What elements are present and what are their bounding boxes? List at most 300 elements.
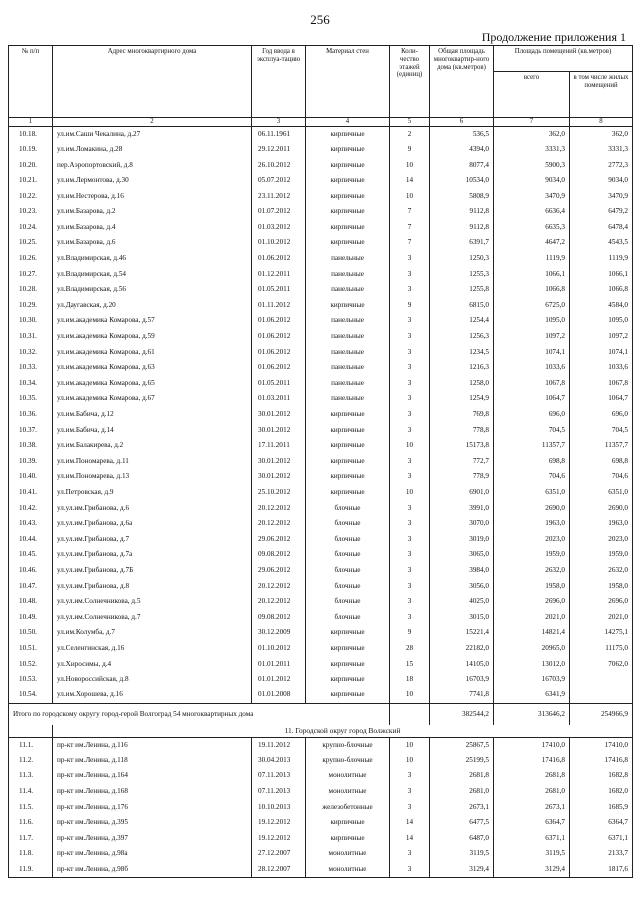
total-area-cell: 3070,0 <box>430 516 494 532</box>
wall-material-cell: панельные <box>306 314 390 330</box>
premises-all-cell: 6725,0 <box>494 298 570 314</box>
premises-all-cell: 2681,8 <box>494 769 570 785</box>
wall-material-cell: железобетонные <box>306 800 390 816</box>
year-built-cell: 17.11.2011 <box>252 438 306 454</box>
premises-living-cell: 1066,8 <box>570 282 633 298</box>
total-row <box>9 703 633 725</box>
table-row <box>9 516 633 532</box>
address-cell: ул.Петровская, д.9 <box>53 485 252 501</box>
table-row <box>9 737 633 753</box>
premises-living-cell: 6371,1 <box>570 831 633 847</box>
wall-material-cell: кирпичные <box>306 127 390 143</box>
floors-cell: 3 <box>390 800 430 816</box>
premises-living-cell: 4584,0 <box>570 298 633 314</box>
row-number-cell: 10.27. <box>9 267 53 283</box>
year-built-cell: 28.12.2007 <box>252 862 306 878</box>
premises-all-cell: 1066,8 <box>494 282 570 298</box>
total-premises-all-value: 313646,2 <box>494 703 570 725</box>
premises-living-cell: 3331,3 <box>570 142 633 158</box>
row-number-cell: 11.2. <box>9 753 53 769</box>
row-number-cell: 10.33. <box>9 360 53 376</box>
total-area-cell: 2673,1 <box>430 800 494 816</box>
floors-cell: 28 <box>390 641 430 657</box>
wall-material-cell: панельные <box>306 267 390 283</box>
floors-cell: 10 <box>390 189 430 205</box>
floors-cell: 3 <box>390 532 430 548</box>
premises-all-cell: 1064,7 <box>494 392 570 408</box>
row-number-cell: 11.8. <box>9 847 53 863</box>
total-area-cell: 536,5 <box>430 127 494 143</box>
year-built-cell: 01.05.2011 <box>252 282 306 298</box>
total-area-cell: 16703,9 <box>430 672 494 688</box>
premises-all-cell: 6351,0 <box>494 485 570 501</box>
header-no: № п/п <box>9 46 53 118</box>
header-material: Материал стен <box>306 46 390 118</box>
continuation-label: Продолжение приложения 1 <box>481 30 626 44</box>
total-area-cell: 1216,3 <box>430 360 494 376</box>
wall-material-cell: кирпичные <box>306 815 390 831</box>
premises-living-cell: 2023,0 <box>570 532 633 548</box>
address-cell: ул.ул.им.Грибанова, д.7 <box>53 532 252 548</box>
premises-all-cell: 2632,0 <box>494 563 570 579</box>
header-floors: Коли-чество этажей (единиц) <box>390 46 430 118</box>
floors-cell: 10 <box>390 438 430 454</box>
wall-material-cell: панельные <box>306 251 390 267</box>
table-row <box>9 485 633 501</box>
year-built-cell: 05.07.2012 <box>252 173 306 189</box>
year-built-cell: 01.06.2012 <box>252 345 306 361</box>
floors-cell: 3 <box>390 314 430 330</box>
premises-living-cell <box>570 688 633 704</box>
premises-all-cell: 2690,0 <box>494 501 570 517</box>
address-cell: ул.им.Базарова, д.4 <box>53 220 252 236</box>
table-row <box>9 594 633 610</box>
year-built-cell: 01.01.2011 <box>252 657 306 673</box>
total-area-cell: 1255,3 <box>430 267 494 283</box>
floors-cell: 3 <box>390 579 430 595</box>
table-body-section-10 <box>9 127 633 704</box>
wall-material-cell: панельные <box>306 345 390 361</box>
row-number-cell: 10.34. <box>9 376 53 392</box>
row-number-cell: 10.24. <box>9 220 53 236</box>
table-row <box>9 800 633 816</box>
table-row <box>9 267 633 283</box>
row-number-cell: 11.9. <box>9 862 53 878</box>
total-label: Итого по городскому округу город-герой Волгоград 54 многоквартирных дома <box>9 703 390 725</box>
year-built-cell: 07.11.2013 <box>252 784 306 800</box>
premises-all-cell: 704,5 <box>494 423 570 439</box>
premises-living-cell: 696,0 <box>570 407 633 423</box>
total-area-cell: 4025,0 <box>430 594 494 610</box>
total-area-cell: 3065,0 <box>430 548 494 564</box>
year-built-cell: 07.11.2013 <box>252 769 306 785</box>
premises-all-cell: 1959,0 <box>494 548 570 564</box>
address-cell: пр-кт им.Ленина, д.168 <box>53 784 252 800</box>
premises-living-cell: 4543,5 <box>570 236 633 252</box>
table-row <box>9 753 633 769</box>
premises-living-cell <box>570 672 633 688</box>
row-number-cell: 10.48. <box>9 594 53 610</box>
wall-material-cell: монолитные <box>306 847 390 863</box>
premises-living-cell: 6478,4 <box>570 220 633 236</box>
premises-living-cell: 11357,7 <box>570 438 633 454</box>
floors-cell: 7 <box>390 204 430 220</box>
wall-material-cell: кирпичные <box>306 158 390 174</box>
total-area-cell: 4394,0 <box>430 142 494 158</box>
address-cell: ул.Селенгинская, д.16 <box>53 641 252 657</box>
premises-all-cell: 362,0 <box>494 127 570 143</box>
premises-all-cell: 16703,9 <box>494 672 570 688</box>
year-built-cell: 01.10.2012 <box>252 641 306 657</box>
wall-material-cell: блочные <box>306 579 390 595</box>
premises-all-cell: 11357,7 <box>494 438 570 454</box>
premises-living-cell: 1959,0 <box>570 548 633 564</box>
row-number-cell: 10.41. <box>9 485 53 501</box>
row-number-cell: 11.4. <box>9 784 53 800</box>
table-row <box>9 470 633 486</box>
address-cell: ул.им.Балакирева, д.2 <box>53 438 252 454</box>
premises-all-cell: 2021,0 <box>494 610 570 626</box>
year-built-cell: 19.12.2012 <box>252 831 306 847</box>
table-row <box>9 127 633 143</box>
total-area-cell: 778,9 <box>430 470 494 486</box>
total-area-cell: 15173,8 <box>430 438 494 454</box>
wall-material-cell: кирпичные <box>306 626 390 642</box>
address-cell: ул.им.Нестерова, д.16 <box>53 189 252 205</box>
table-header <box>9 46 633 127</box>
floors-cell: 10 <box>390 158 430 174</box>
wall-material-cell: панельные <box>306 376 390 392</box>
wall-material-cell: блочные <box>306 594 390 610</box>
address-cell: ул.ул.им.Солнечникова, д.7 <box>53 610 252 626</box>
wall-material-cell: блочные <box>306 516 390 532</box>
wall-material-cell: монолитные <box>306 769 390 785</box>
floors-cell: 3 <box>390 501 430 517</box>
total-area-cell: 1254,9 <box>430 392 494 408</box>
table-row <box>9 610 633 626</box>
floors-cell: 3 <box>390 423 430 439</box>
year-built-cell: 01.06.2012 <box>252 251 306 267</box>
row-number-cell: 10.38. <box>9 438 53 454</box>
premises-all-cell: 2673,1 <box>494 800 570 816</box>
wall-material-cell: панельные <box>306 282 390 298</box>
year-built-cell: 23.11.2012 <box>252 189 306 205</box>
floors-cell: 3 <box>390 407 430 423</box>
total-area-cell: 8077,4 <box>430 158 494 174</box>
floors-cell: 3 <box>390 847 430 863</box>
premises-all-cell: 1958,0 <box>494 579 570 595</box>
floors-cell: 14 <box>390 831 430 847</box>
table-row <box>9 282 633 298</box>
total-area-cell: 6901,0 <box>430 485 494 501</box>
floors-cell: 3 <box>390 594 430 610</box>
table-row <box>9 376 633 392</box>
premises-living-cell: 3470,9 <box>570 189 633 205</box>
wall-material-cell: блочные <box>306 610 390 626</box>
table-row <box>9 204 633 220</box>
table-row <box>9 454 633 470</box>
premises-living-cell: 1067,8 <box>570 376 633 392</box>
year-built-cell: 09.08.2012 <box>252 548 306 564</box>
address-cell: ул.ул.им.Солнечникова, д.5 <box>53 594 252 610</box>
table-row <box>9 501 633 517</box>
header-year: Год ввода в эксплуа-тацию <box>252 46 306 118</box>
row-number-cell: 10.53. <box>9 672 53 688</box>
row-number-cell: 10.30. <box>9 314 53 330</box>
premises-living-cell: 2133,7 <box>570 847 633 863</box>
total-area-cell: 1250,3 <box>430 251 494 267</box>
wall-material-cell: кирпичные <box>306 189 390 205</box>
wall-material-cell: крупно-блочные <box>306 753 390 769</box>
year-built-cell: 30.04.2013 <box>252 753 306 769</box>
premises-living-cell: 1095,0 <box>570 314 633 330</box>
premises-all-cell: 6636,4 <box>494 204 570 220</box>
premises-all-cell: 5900,3 <box>494 158 570 174</box>
row-number-cell: 10.21. <box>9 173 53 189</box>
premises-living-cell: 2632,0 <box>570 563 633 579</box>
address-cell: ул.им.академика Комарова, д.61 <box>53 345 252 361</box>
year-built-cell: 01.12.2011 <box>252 267 306 283</box>
floors-cell: 3 <box>390 470 430 486</box>
wall-material-cell: кирпичные <box>306 204 390 220</box>
total-area-cell: 7741,8 <box>430 688 494 704</box>
premises-all-cell: 3129,4 <box>494 862 570 878</box>
year-built-cell: 01.11.2012 <box>252 298 306 314</box>
row-number-cell: 10.32. <box>9 345 53 361</box>
premises-all-cell: 1074,1 <box>494 345 570 361</box>
total-area-cell: 25199,5 <box>430 753 494 769</box>
floors-cell: 3 <box>390 329 430 345</box>
address-cell: ул.Даугавская, д.20 <box>53 298 252 314</box>
wall-material-cell: монолитные <box>306 784 390 800</box>
address-cell: пр-кт им.Ленина, д.116 <box>53 737 252 753</box>
premises-all-cell: 1963,0 <box>494 516 570 532</box>
address-cell: пр-кт им.Ленина, д.98а <box>53 847 252 863</box>
total-area-cell: 3019,0 <box>430 532 494 548</box>
total-area-cell: 6815,0 <box>430 298 494 314</box>
premises-all-cell: 3331,3 <box>494 142 570 158</box>
total-area-cell: 14105,0 <box>430 657 494 673</box>
header-premises-living: в том числе жилых помещений <box>570 72 633 118</box>
wall-material-cell: блочные <box>306 548 390 564</box>
premises-all-cell: 20965,0 <box>494 641 570 657</box>
year-built-cell: 10.10.2013 <box>252 800 306 816</box>
total-area-cell: 1256,3 <box>430 329 494 345</box>
premises-living-cell: 1682,0 <box>570 784 633 800</box>
wall-material-cell: кирпичные <box>306 423 390 439</box>
table-row <box>9 784 633 800</box>
premises-living-cell: 704,6 <box>570 470 633 486</box>
total-area-cell: 3119,5 <box>430 847 494 863</box>
row-number-cell: 10.35. <box>9 392 53 408</box>
address-cell: пр-кт им.Ленина, д.397 <box>53 831 252 847</box>
wall-material-cell: панельные <box>306 392 390 408</box>
address-cell: ул.ул.им.Грибанова, д.6 <box>53 501 252 517</box>
wall-material-cell: монолитные <box>306 862 390 878</box>
table-row <box>9 142 633 158</box>
table-row <box>9 769 633 785</box>
address-cell: ул.ул.им.Грибанова, д.6а <box>53 516 252 532</box>
premises-living-cell: 7062,0 <box>570 657 633 673</box>
year-built-cell: 01.03.2011 <box>252 392 306 408</box>
row-number-cell: 10.40. <box>9 470 53 486</box>
floors-cell: 10 <box>390 737 430 753</box>
premises-living-cell: 14275,1 <box>570 626 633 642</box>
section-title: 11. Городской округ город Волжский <box>53 725 633 737</box>
premises-living-cell: 2690,0 <box>570 501 633 517</box>
total-area-cell: 5808,9 <box>430 189 494 205</box>
year-built-cell: 19.11.2012 <box>252 737 306 753</box>
section-empty-cell <box>9 725 53 737</box>
premises-all-cell: 6364,7 <box>494 815 570 831</box>
total-area-cell: 1255,8 <box>430 282 494 298</box>
total-area-cell: 769,8 <box>430 407 494 423</box>
table-row <box>9 236 633 252</box>
premises-living-cell: 1963,0 <box>570 516 633 532</box>
row-number-cell: 10.50. <box>9 626 53 642</box>
table-row <box>9 532 633 548</box>
table-row <box>9 815 633 831</box>
premises-living-cell: 1685,9 <box>570 800 633 816</box>
row-number-cell: 10.25. <box>9 236 53 252</box>
floors-cell: 3 <box>390 360 430 376</box>
wall-material-cell: блочные <box>306 532 390 548</box>
premises-living-cell: 6364,7 <box>570 815 633 831</box>
row-number-cell: 10.42. <box>9 501 53 517</box>
premises-living-cell: 698,8 <box>570 454 633 470</box>
row-number-cell: 10.51. <box>9 641 53 657</box>
total-area-cell: 3015,0 <box>430 610 494 626</box>
table-row <box>9 688 633 704</box>
premises-living-cell: 6479,2 <box>570 204 633 220</box>
year-built-cell: 29.12.2011 <box>252 142 306 158</box>
row-number-cell: 10.29. <box>9 298 53 314</box>
premises-living-cell: 6351,0 <box>570 485 633 501</box>
total-area-cell: 9112,8 <box>430 220 494 236</box>
row-number-cell: 10.37. <box>9 423 53 439</box>
premises-living-cell: 1119,9 <box>570 251 633 267</box>
premises-living-cell: 1097,2 <box>570 329 633 345</box>
address-cell: пр-кт им.Ленина, д.395 <box>53 815 252 831</box>
row-number-cell: 10.45. <box>9 548 53 564</box>
wall-material-cell: кирпичные <box>306 831 390 847</box>
header-address: Адрес многоквартирного дома <box>53 46 252 118</box>
year-built-cell: 01.01.2012 <box>252 672 306 688</box>
row-number-cell: 10.43. <box>9 516 53 532</box>
row-number-cell: 10.39. <box>9 454 53 470</box>
wall-material-cell: кирпичные <box>306 236 390 252</box>
table-row <box>9 329 633 345</box>
floors-cell: 3 <box>390 345 430 361</box>
wall-material-cell: кирпичные <box>306 470 390 486</box>
header-premises-all: всего <box>494 72 570 118</box>
wall-material-cell: кирпичные <box>306 438 390 454</box>
address-cell: ул.Хиросимы, д.4 <box>53 657 252 673</box>
table-row <box>9 831 633 847</box>
row-number-cell: 10.46. <box>9 563 53 579</box>
total-area-cell: 3991,0 <box>430 501 494 517</box>
premises-all-cell: 2681,0 <box>494 784 570 800</box>
premises-all-cell: 17416,8 <box>494 753 570 769</box>
row-number-cell: 11.7. <box>9 831 53 847</box>
row-number-cell: 10.31. <box>9 329 53 345</box>
table-row <box>9 438 633 454</box>
table-row <box>9 626 633 642</box>
wall-material-cell: блочные <box>306 501 390 517</box>
premises-all-cell: 1119,9 <box>494 251 570 267</box>
col-number: 5 <box>390 118 430 127</box>
row-number-cell: 10.28. <box>9 282 53 298</box>
address-cell: пр-кт им.Ленина, д.176 <box>53 800 252 816</box>
wall-material-cell: кирпичные <box>306 485 390 501</box>
table-row <box>9 407 633 423</box>
address-cell: ул.ул.им.Грибанова, д.8 <box>53 579 252 595</box>
total-area-cell: 9112,8 <box>430 204 494 220</box>
table-body-section-11 <box>9 737 633 877</box>
address-cell: пр-кт им.Ленина, д.98б <box>53 862 252 878</box>
table-row <box>9 579 633 595</box>
wall-material-cell: крупно-блочные <box>306 737 390 753</box>
year-built-cell: 25.10.2012 <box>252 485 306 501</box>
wall-material-cell: кирпичные <box>306 173 390 189</box>
table-row <box>9 298 633 314</box>
floors-cell: 10 <box>390 485 430 501</box>
address-cell: ул.им.Базарова, д.6 <box>53 236 252 252</box>
premises-living-cell: 17416,8 <box>570 753 633 769</box>
table-row <box>9 360 633 376</box>
year-built-cell: 30.01.2012 <box>252 454 306 470</box>
row-number-cell: 10.36. <box>9 407 53 423</box>
table-row <box>9 862 633 878</box>
premises-all-cell: 1067,8 <box>494 376 570 392</box>
year-built-cell: 30.01.2012 <box>252 423 306 439</box>
total-area-cell: 1258,0 <box>430 376 494 392</box>
row-number-cell: 10.49. <box>9 610 53 626</box>
col-number: 7 <box>494 118 570 127</box>
premises-all-cell: 14821,4 <box>494 626 570 642</box>
address-cell: пр-кт им.Ленина, д.164 <box>53 769 252 785</box>
year-built-cell: 01.01.2008 <box>252 688 306 704</box>
year-built-cell: 30.01.2012 <box>252 407 306 423</box>
floors-cell: 14 <box>390 815 430 831</box>
floors-cell: 15 <box>390 657 430 673</box>
floors-cell: 3 <box>390 548 430 564</box>
row-number-cell: 10.19. <box>9 142 53 158</box>
year-built-cell: 01.10.2012 <box>252 236 306 252</box>
address-cell: ул.ул.им.Грибанова, д.7а <box>53 548 252 564</box>
address-cell: ул.Новороссийская, д.8 <box>53 672 252 688</box>
floors-cell: 9 <box>390 298 430 314</box>
total-area-cell: 15221,4 <box>430 626 494 642</box>
address-cell: ул.им.Лермонтова, д.30 <box>53 173 252 189</box>
year-built-cell: 01.06.2012 <box>252 360 306 376</box>
total-area-cell: 25867,5 <box>430 737 494 753</box>
address-cell: ул.им.Пономарева, д.13 <box>53 470 252 486</box>
address-cell: ул.им.академика Комарова, д.65 <box>53 376 252 392</box>
row-number-cell: 10.18. <box>9 127 53 143</box>
premises-all-cell: 698,8 <box>494 454 570 470</box>
year-built-cell: 29.06.2012 <box>252 532 306 548</box>
total-area-value: 382544,2 <box>430 703 494 725</box>
year-built-cell: 06.11.1961 <box>252 127 306 143</box>
year-built-cell: 20.12.2012 <box>252 579 306 595</box>
row-number-cell: 11.6. <box>9 815 53 831</box>
premises-living-cell: 1033,6 <box>570 360 633 376</box>
row-number-cell: 10.20. <box>9 158 53 174</box>
premises-living-cell: 1064,7 <box>570 392 633 408</box>
floors-cell: 2 <box>390 127 430 143</box>
premises-living-cell: 1958,0 <box>570 579 633 595</box>
